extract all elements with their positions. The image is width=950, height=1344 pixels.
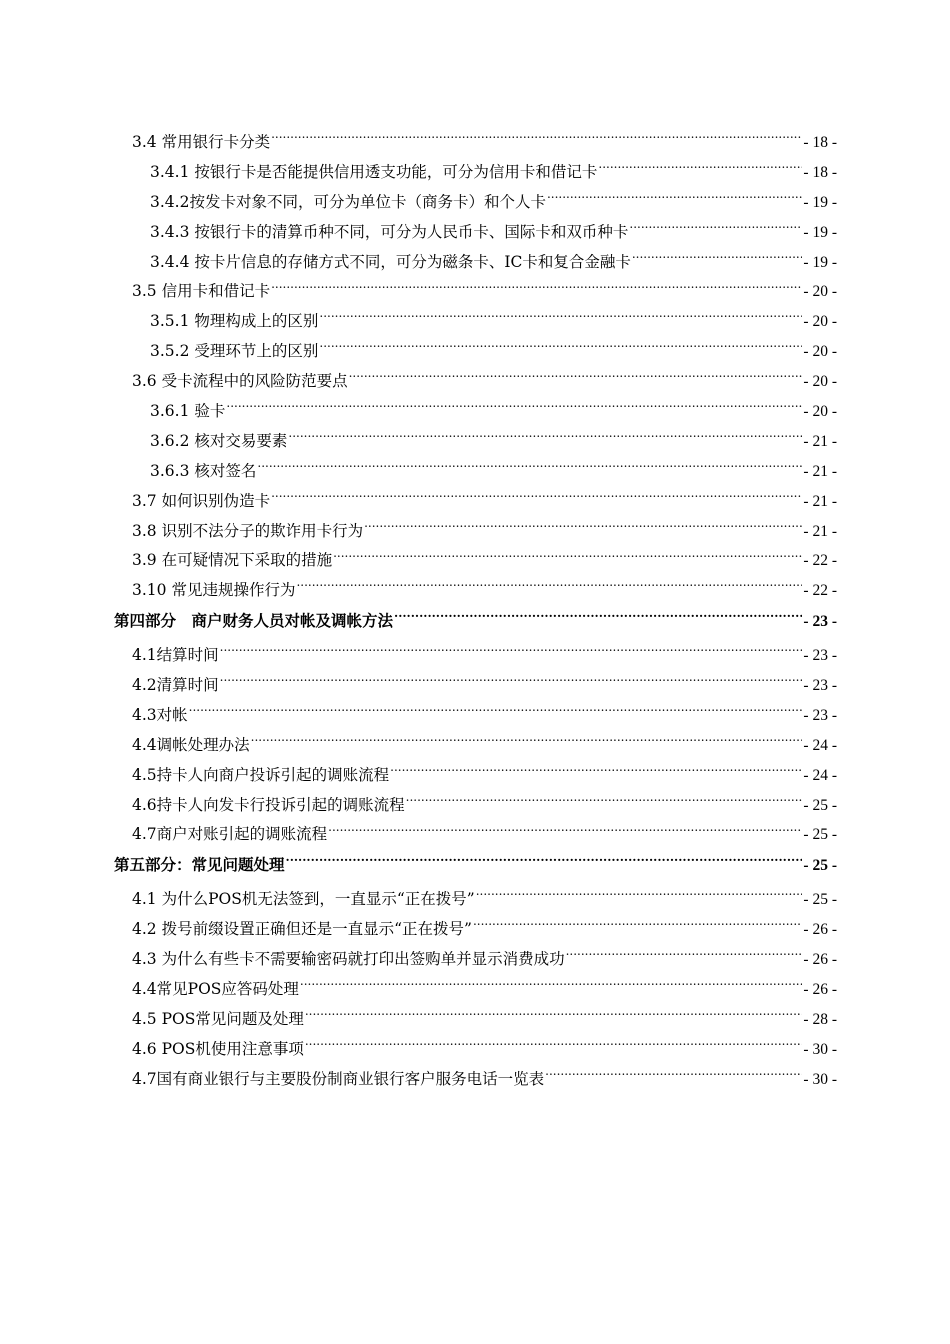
toc-entry-title: 4.6 POS机使用注意事项	[132, 1039, 304, 1058]
toc-entry-title: 3.9 在可疑情况下采取的措施	[132, 551, 333, 570]
toc-entry[interactable]	[0, 731, 837, 761]
toc-entry-title: 4.4常见POS应答码处理	[132, 979, 299, 998]
toc-entry-title: 3.4 常用银行卡分类	[132, 133, 271, 151]
toc-entry-page: - 24 -	[803, 766, 837, 784]
toc-entry-title: 3.6.3 核对签名	[150, 461, 257, 480]
toc-leader-dots	[333, 550, 802, 566]
toc-entry-title: 4.3对帐	[132, 705, 188, 724]
toc-entry[interactable]	[0, 457, 837, 487]
toc-entry-page: - 19 -	[803, 223, 837, 241]
toc-entry-page: - 25 -	[803, 891, 837, 909]
toc-entry-title: 3.4.2按发卡对象不同，可分为单位卡（商务卡）和个人卡	[150, 192, 546, 211]
toc-entry-page: - 25 -	[803, 857, 837, 875]
toc-entry-title: 3.6 受卡流程中的风险防范要点	[132, 372, 348, 391]
toc-entry-page: - 25 -	[803, 826, 837, 844]
toc-entry-page: - 28 -	[803, 1010, 837, 1028]
toc-leader-dots	[547, 191, 802, 207]
toc-entry-title: 4.6持卡人向发卡行投诉引起的调账流程	[132, 795, 405, 814]
toc-leader-dots	[328, 824, 802, 840]
toc-entry[interactable]	[0, 850, 837, 880]
toc-entry-title: 3.5 信用卡和借记卡	[132, 282, 271, 301]
toc-entry-title: 4.7国有商业银行与主要股份制商业银行客户服务电话一览表	[132, 1069, 545, 1088]
toc-entry-title: 3.4.3 按银行卡的清算币种不同，可分为人民币卡、国际卡和双币种卡	[150, 222, 629, 241]
toc-entry-page: - 20 -	[803, 283, 837, 301]
toc-entry[interactable]	[0, 128, 837, 158]
toc-entry-page: - 20 -	[803, 313, 837, 331]
toc-leader-dots	[220, 675, 803, 691]
toc-entry-page: - 25 -	[803, 796, 837, 814]
toc-entry-page: - 19 -	[803, 253, 837, 271]
toc-entry[interactable]	[0, 606, 837, 636]
toc-entry-page: - 26 -	[803, 921, 837, 939]
toc-entry[interactable]	[0, 820, 837, 850]
toc-leader-dots	[632, 251, 803, 267]
toc-leader-dots	[545, 1068, 802, 1084]
toc-entry-title: 第四部分 商户财务人员对帐及调帐方法	[114, 611, 394, 631]
toc-entry[interactable]	[0, 671, 837, 701]
toc-entry[interactable]	[0, 1035, 837, 1065]
toc-entry[interactable]	[0, 158, 837, 188]
toc-entry-page: - 26 -	[803, 980, 837, 998]
toc-entry[interactable]	[0, 1065, 837, 1095]
toc-leader-dots	[220, 645, 803, 661]
toc-entry[interactable]	[0, 337, 837, 367]
toc-entry[interactable]	[0, 761, 837, 791]
toc-entry-page: - 22 -	[803, 582, 837, 600]
toc-entry-page: - 23 -	[803, 613, 837, 631]
toc-leader-dots	[473, 919, 802, 935]
toc-entry-page: - 21 -	[803, 522, 837, 540]
toc-leader-dots	[364, 520, 802, 536]
toc-entry[interactable]	[0, 791, 837, 821]
toc-entry[interactable]	[0, 945, 837, 975]
toc-entry-title: 4.2 拨号前缀设置正确但还是一直显示“正在拨号”	[132, 920, 472, 939]
toc-entry-page: - 30 -	[803, 1070, 837, 1088]
toc-entry-title: 3.5.1 物理构成上的区别	[150, 312, 319, 331]
toc-entry-title: 3.8 识别不法分子的欺诈用卡行为	[132, 521, 364, 540]
toc-entry[interactable]	[0, 517, 837, 547]
toc-entry-page: - 21 -	[803, 432, 837, 450]
toc-entry[interactable]	[0, 885, 837, 915]
toc-leader-dots	[271, 490, 802, 506]
toc-entry[interactable]	[0, 701, 837, 731]
toc-leader-dots	[226, 401, 802, 417]
toc-leader-dots	[349, 371, 803, 387]
toc-entry-title: 4.1 为什么POS机无法签到，一直显示“正在拨号”	[132, 890, 475, 909]
toc-entry-title: 4.7商户对账引起的调账流程	[132, 825, 328, 844]
toc-entry-page: - 26 -	[803, 951, 837, 969]
toc-entry[interactable]	[0, 975, 837, 1005]
toc-entry[interactable]	[0, 546, 837, 576]
toc-entry-title: 3.7 如何识别伪造卡	[132, 491, 271, 510]
toc-leader-dots	[406, 794, 803, 810]
toc-leader-dots	[394, 611, 802, 627]
toc-entry[interactable]	[0, 915, 837, 945]
toc-entry-title: 4.5 POS常见问题及处理	[132, 1009, 304, 1028]
toc-entry-title: 4.3 为什么有些卡不需要输密码就打印出签购单并显示消费成功	[132, 950, 565, 969]
toc-entry[interactable]	[0, 188, 837, 218]
toc-leader-dots	[300, 978, 803, 994]
toc-entry-page: - 30 -	[803, 1040, 837, 1058]
toc-entry[interactable]	[0, 427, 837, 457]
toc-entry-page: - 23 -	[803, 677, 837, 695]
toc-entry-page: - 18 -	[803, 163, 837, 181]
toc-entry-title: 第五部分：常见问题处理	[114, 855, 285, 875]
toc-leader-dots	[251, 734, 803, 750]
toc-leader-dots	[296, 580, 802, 596]
toc-entry-page: - 21 -	[803, 462, 837, 480]
toc-entry-page: - 18 -	[803, 134, 837, 151]
toc-entry[interactable]	[0, 277, 837, 307]
toc-leader-dots	[476, 889, 803, 905]
toc-leader-dots	[629, 221, 802, 237]
toc-entry-page: - 22 -	[803, 552, 837, 570]
toc-entry[interactable]	[0, 487, 837, 517]
toc-entry-title: 4.4调帐处理办法	[132, 735, 250, 754]
toc-leader-dots	[319, 341, 802, 357]
toc-entry[interactable]	[0, 1005, 837, 1035]
toc-leader-dots	[189, 704, 803, 720]
toc-entry-title: 3.5.2 受理环节上的区别	[150, 342, 319, 361]
toc-entry-title: 3.10 常见违规操作行为	[132, 581, 296, 600]
toc-entry-page: - 20 -	[803, 403, 837, 421]
toc-leader-dots	[319, 311, 802, 327]
toc-entry[interactable]	[0, 576, 837, 606]
toc-leader-dots	[271, 132, 802, 148]
toc-entry-page: - 24 -	[803, 736, 837, 754]
toc-entry[interactable]	[0, 641, 837, 671]
toc-leader-dots	[271, 281, 802, 297]
toc-entry[interactable]	[0, 397, 837, 427]
toc-leader-dots	[566, 949, 803, 965]
toc-entry-page: - 20 -	[803, 373, 837, 391]
toc-leader-dots	[390, 764, 802, 780]
toc-leader-dots	[257, 460, 802, 476]
toc-entry-title: 4.1结算时间	[132, 646, 219, 665]
toc-entry-page: - 23 -	[803, 647, 837, 665]
toc-entry-title: 4.2清算时间	[132, 676, 219, 695]
toc-entry[interactable]	[0, 307, 837, 337]
toc-entry[interactable]	[0, 367, 837, 397]
table-of-contents	[0, 128, 950, 1095]
toc-entry-title: 3.6.2 核对交易要素	[150, 431, 288, 450]
toc-entry-page: - 19 -	[803, 193, 837, 211]
toc-entry[interactable]	[0, 248, 837, 278]
toc-entry[interactable]	[0, 218, 837, 248]
toc-leader-dots	[286, 855, 803, 871]
toc-entry-page: - 23 -	[803, 706, 837, 724]
toc-entry-title: 3.6.1 验卡	[150, 402, 226, 421]
toc-entry-title: 3.4.4 按卡片信息的存储方式不同，可分为磁条卡、IC卡和复合金融卡	[150, 252, 631, 271]
toc-entry-page: - 21 -	[803, 492, 837, 510]
toc-entry-title: 3.4.1 按银行卡是否能提供信用透支功能，可分为信用卡和借记卡	[150, 162, 598, 181]
toc-entry-page: - 20 -	[803, 343, 837, 361]
toc-leader-dots	[305, 1038, 803, 1054]
toc-leader-dots	[288, 430, 802, 446]
toc-leader-dots	[305, 1008, 803, 1024]
toc-leader-dots	[598, 161, 802, 177]
toc-entry-title: 4.5持卡人向商户投诉引起的调账流程	[132, 765, 390, 784]
